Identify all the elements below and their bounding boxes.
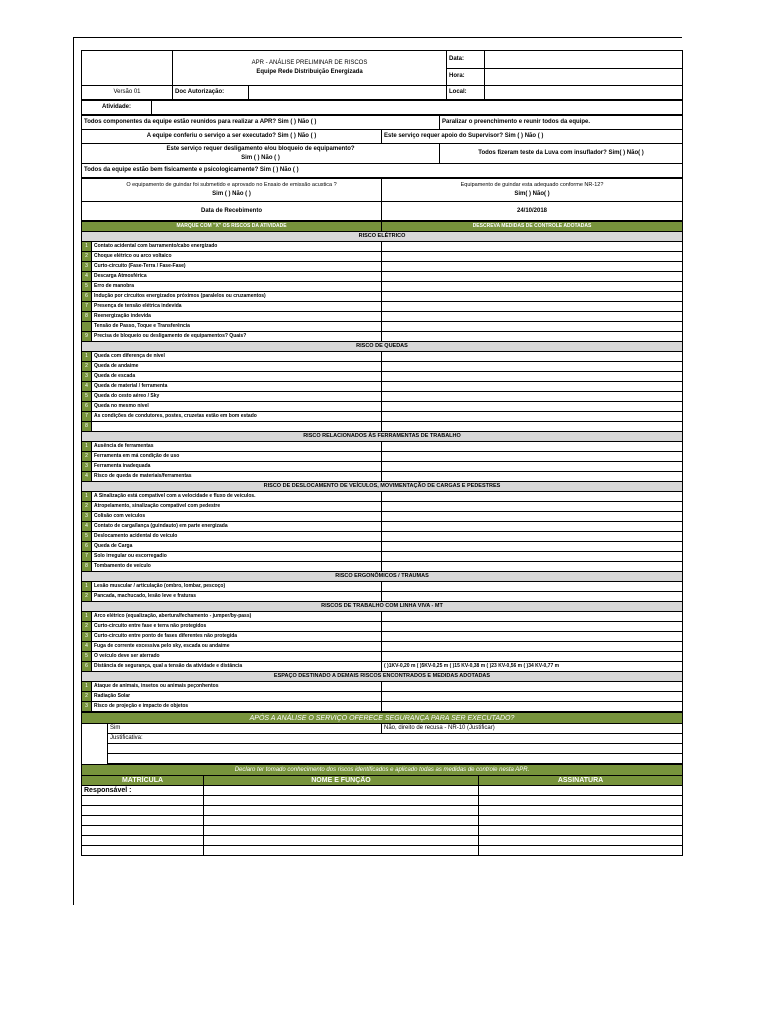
seguranca-spacer	[82, 724, 108, 764]
risk-row	[82, 292, 683, 302]
signature-cell[interactable]	[82, 836, 204, 846]
question-teste-luva[interactable]: Todos fizeram teste da Luva com insuflador? Sim( ) Não( )	[440, 144, 683, 164]
risk-number: 6	[82, 542, 92, 552]
doc-autorizacao-label: Doc Autorização:	[173, 86, 249, 100]
risk-item[interactable]: Queda de Carga	[92, 542, 382, 552]
risk-number	[82, 322, 92, 332]
column-header-riscos: MARQUE COM "X" OS RISCOS DA ATIVIDADE	[82, 222, 382, 232]
risk-row	[82, 462, 683, 472]
justificativa-line[interactable]	[108, 754, 683, 764]
hora-label: Hora:	[447, 68, 485, 86]
risk-row	[82, 642, 683, 652]
risk-item[interactable]: O veículo deve ser aterrado	[92, 652, 382, 662]
risk-item[interactable]: Deslocamento acidental do veículo	[92, 532, 382, 542]
risks-table	[81, 221, 683, 712]
risk-number: 1	[82, 582, 92, 592]
signature-cell[interactable]	[204, 836, 479, 846]
hora-field[interactable]	[485, 68, 683, 86]
risk-number: 2	[82, 502, 92, 512]
question-nr12-options[interactable]: Sim( ) Não( )	[514, 191, 550, 197]
risk-number: 1	[82, 682, 92, 692]
control-measure-field[interactable]	[382, 312, 683, 322]
risk-number: 6	[82, 662, 92, 672]
risk-number: 8	[82, 312, 92, 322]
risk-number: 2	[82, 592, 92, 602]
control-measure-field[interactable]	[382, 332, 683, 342]
apr-form	[81, 50, 682, 856]
signature-cell[interactable]	[204, 786, 479, 796]
risk-number: 5	[82, 282, 92, 292]
form-subtitle: Equipe Rede Distribuição Energizada	[256, 69, 363, 75]
risk-item[interactable]: Colisão com veículos	[92, 512, 382, 522]
risk-item[interactable]: Radiação Solar	[92, 692, 382, 702]
signature-cell[interactable]	[82, 806, 204, 816]
control-measure-field[interactable]	[382, 322, 683, 332]
risk-row	[82, 382, 683, 392]
header-table	[81, 50, 683, 100]
signature-cell[interactable]	[479, 786, 683, 796]
control-measure-field[interactable]	[382, 252, 683, 262]
risk-item[interactable]: Descarga Atmosférica	[92, 272, 382, 282]
control-measure-field[interactable]	[382, 362, 683, 372]
risk-row	[82, 332, 683, 342]
control-measure-field[interactable]	[382, 492, 683, 502]
risk-number: 7	[82, 302, 92, 312]
control-measure-field[interactable]	[382, 632, 683, 642]
control-measure-field[interactable]	[382, 272, 683, 282]
risk-item[interactable]: Atropelamento, sinalização compatível com pedestre	[92, 502, 382, 512]
control-measure-field[interactable]	[382, 512, 683, 522]
risk-item[interactable]: Ferramenta em má condição de uso	[92, 452, 382, 462]
data-recebimento-label: Data de Recebimento	[82, 202, 382, 221]
risk-item[interactable]: Risco de queda de materiais/ferramentas	[92, 472, 382, 482]
risk-number: 7	[82, 552, 92, 562]
risk-item[interactable]: Ausência de ferramentas	[92, 442, 382, 452]
control-measure-field[interactable]	[382, 282, 683, 292]
risk-number: 3	[82, 702, 92, 712]
risk-row	[82, 312, 683, 322]
risk-item[interactable]: Queda do cesto aéreo / Sky	[92, 392, 382, 402]
risk-number: 1	[82, 442, 92, 452]
risk-number: 5	[82, 392, 92, 402]
risk-item[interactable]: Distância de segurança, qual a tensão da atividade e distância	[92, 662, 382, 672]
questions-table	[81, 115, 683, 178]
control-measure-field[interactable]	[382, 682, 683, 692]
risk-number: 6	[82, 292, 92, 302]
col-nome-funcao: NOME E FUNÇÃO	[204, 776, 479, 786]
risk-item[interactable]: Tensão de Passo, Toque e Transferência	[92, 322, 382, 332]
control-measure-field[interactable]	[382, 382, 683, 392]
risk-item[interactable]: Queda de material / ferramenta	[92, 382, 382, 392]
risk-number: 4	[82, 382, 92, 392]
signature-cell[interactable]	[82, 816, 204, 826]
risk-row	[82, 652, 683, 662]
control-measure-field[interactable]	[382, 452, 683, 462]
col-assinatura: ASSINATURA	[479, 776, 683, 786]
atividade-field[interactable]	[152, 101, 683, 115]
responsavel-label[interactable]: Responsável :	[82, 786, 204, 796]
risk-row	[82, 532, 683, 542]
signature-cell[interactable]	[204, 796, 479, 806]
control-measure-field[interactable]	[382, 352, 683, 362]
risk-row	[82, 542, 683, 552]
question-ensaio-acustica[interactable]	[82, 179, 382, 202]
signature-cell[interactable]	[479, 806, 683, 816]
risk-row	[82, 262, 683, 272]
risk-number: 4	[82, 522, 92, 532]
risk-number: 5	[82, 652, 92, 662]
control-measure-field[interactable]	[382, 532, 683, 542]
column-header-medidas: DESCREVA MEDIDAS DE CONTROLE ADOTADAS	[382, 222, 683, 232]
signature-cell[interactable]	[204, 806, 479, 816]
risk-item[interactable]: Queda no mesmo nível	[92, 402, 382, 412]
control-measure-field[interactable]	[382, 472, 683, 482]
risk-number: 2	[82, 362, 92, 372]
control-measure-field[interactable]	[382, 462, 683, 472]
question-desligamento-options[interactable]: Sim ( ) Não ( )	[241, 154, 280, 161]
left-margin-line	[73, 37, 74, 905]
risk-item[interactable]: Erro de manobra	[92, 282, 382, 292]
question-servico-conferido[interactable]: A equipe conferiu o serviço a ser executado? Sim ( ) Não ( )	[82, 130, 382, 144]
seguranca-table	[81, 712, 683, 764]
signature-cell[interactable]	[479, 846, 683, 856]
logo-cell	[82, 51, 173, 86]
risk-number: 2	[82, 252, 92, 262]
risk-item[interactable]: Risco de projeção e impacto de objetos	[92, 702, 382, 712]
risk-item[interactable]: Precisa de bloqueio ou desligamento de equipamentos? Quais?	[92, 332, 382, 342]
risk-item[interactable]: Curto-circuito (Fase-Terra / Fase-Fase)	[92, 262, 382, 272]
risk-item[interactable]: Solo irregular ou escorregadio	[92, 552, 382, 562]
signature-cell[interactable]	[479, 816, 683, 826]
justificativa-label[interactable]: Justificativa:	[108, 734, 683, 744]
risk-row	[82, 702, 683, 712]
section-header: RISCO ERGONÔMICOS / TRAUMAS	[82, 572, 683, 582]
signature-cell[interactable]	[82, 796, 204, 806]
form-title-cell	[173, 51, 447, 86]
versao-label: Versão 01	[82, 86, 173, 100]
risk-item[interactable]: Curto-circuito entre ponto de fases diferentes não protegida	[92, 632, 382, 642]
control-measure-field[interactable]	[382, 402, 683, 412]
risk-row	[82, 472, 683, 482]
risk-number: 3	[82, 372, 92, 382]
risk-number: 8	[82, 422, 92, 432]
option-sim[interactable]: Sim	[108, 724, 382, 734]
question-apoio-supervisor[interactable]: Este serviço requer apoio do Supervisor? Sim ( ) Não ( )	[382, 130, 683, 144]
risk-number: 4	[82, 472, 92, 482]
risk-item[interactable]: Choque elétrico ou arco voltaico	[92, 252, 382, 262]
risk-item[interactable]: Presença de tensão elétrica indevida	[92, 302, 382, 312]
control-measure-field[interactable]	[382, 412, 683, 422]
signature-cell[interactable]	[204, 816, 479, 826]
risk-item[interactable]: Ferramenta inadequada	[92, 462, 382, 472]
risk-number: 4	[82, 272, 92, 282]
risk-number: 1	[82, 352, 92, 362]
risk-row	[82, 592, 683, 602]
question-desligamento-text: Este serviço requer desligamento e/ou bloqueio de equipamento?	[166, 145, 355, 152]
risk-number: 1	[82, 612, 92, 622]
data-recebimento-value[interactable]: 24/10/2018	[382, 202, 683, 221]
risk-row	[82, 632, 683, 642]
section-header: RISCO DE QUEDAS	[82, 342, 683, 352]
control-measure-field[interactable]	[382, 562, 683, 572]
control-measure-field[interactable]	[382, 422, 683, 432]
control-measure-field[interactable]	[382, 292, 683, 302]
question-nr12-text: Equipamento de guindar esta adequado conforme NR-12?	[460, 182, 604, 188]
risk-row	[82, 442, 683, 452]
section-header: RISCO DE DESLOCAMENTO DE VEÍCULOS, MOVIMENTAÇÃO DE CARGAS E PEDESTRES	[82, 482, 683, 492]
question-fisicamente[interactable]: Todos da equipe estão bem fisicamente e psicologicamente? Sim ( ) Não ( )	[82, 164, 683, 178]
risk-item[interactable]: Tombamento de veículo	[92, 562, 382, 572]
question-ensaio-options[interactable]: Sim ( ) Não ( )	[212, 191, 251, 197]
risk-item[interactable]: As condições de condutores, postes, cruzetas estão em bom estado	[92, 412, 382, 422]
control-measure-field[interactable]	[382, 642, 683, 652]
control-measure-field[interactable]	[382, 442, 683, 452]
signature-cell[interactable]	[479, 796, 683, 806]
risk-number: 3	[82, 632, 92, 642]
atividade-label: Atividade:	[82, 101, 152, 115]
data-field[interactable]	[485, 51, 683, 69]
risk-row	[82, 302, 683, 312]
signature-cell[interactable]	[82, 846, 204, 856]
data-label: Data:	[447, 51, 485, 69]
control-measure-field[interactable]	[382, 502, 683, 512]
signature-cell[interactable]	[204, 826, 479, 836]
risk-row	[82, 552, 683, 562]
form-title: APR - ANÁLISE PRELIMINAR DE RISCOS	[251, 60, 368, 66]
risk-row	[82, 582, 683, 592]
declaro-text: Declaro ter tomado conhecimento dos riscos identificados e aplicado todas as medidas de controle nesta APR.	[82, 765, 683, 776]
section-header: ESPAÇO DESTINADO A DEMAIS RISCOS ENCONTRADOS E MEDIDAS ADOTADAS	[82, 672, 683, 682]
risk-item[interactable]: Indução por circuitos energizados próximos (paralelos ou cruzamentos)	[92, 292, 382, 302]
control-measure-field[interactable]	[382, 552, 683, 562]
risk-row	[82, 242, 683, 252]
local-field[interactable]	[485, 86, 683, 100]
control-measure-field[interactable]	[382, 702, 683, 712]
control-measure-field[interactable]	[382, 582, 683, 592]
risk-item[interactable]: Ataque de animais, insetos ou animais peçonhentos	[92, 682, 382, 692]
risk-row	[82, 452, 683, 462]
risk-number: 3	[82, 512, 92, 522]
risk-row	[82, 662, 683, 672]
question-nr12[interactable]	[382, 179, 683, 202]
signature-cell[interactable]	[479, 826, 683, 836]
doc-autorizacao-field[interactable]	[249, 86, 447, 100]
assinaturas-table	[81, 764, 683, 856]
risk-item[interactable]: Queda com diferença de nível	[92, 352, 382, 362]
control-measure-field[interactable]	[382, 522, 683, 532]
control-measure-field[interactable]	[382, 542, 683, 552]
risk-number: 6	[82, 402, 92, 412]
risk-item[interactable]: Curto-circuito entre fase e terra não protegidos	[92, 622, 382, 632]
risk-row	[82, 622, 683, 632]
risk-number: 3	[82, 462, 92, 472]
option-nao-recusa[interactable]: Não, direito de recusa - NR-10 (Justificar)	[382, 724, 683, 734]
risk-number: 5	[82, 532, 92, 542]
risk-item[interactable]	[92, 422, 382, 432]
control-measure-field[interactable]	[382, 592, 683, 602]
top-margin-line	[73, 37, 682, 38]
risk-item[interactable]: Reenergização indevida	[92, 312, 382, 322]
risk-item[interactable]: Pancada, machucado, lesão leve e fraturas	[92, 592, 382, 602]
risk-row	[82, 612, 683, 622]
risk-item[interactable]: Contato acidental com barramento/cabo energizado	[92, 242, 382, 252]
risk-row	[82, 422, 683, 432]
control-measure-field[interactable]	[382, 692, 683, 702]
risk-number: 1	[82, 242, 92, 252]
risk-item[interactable]: Queda de escada	[92, 372, 382, 382]
risk-number: 9	[82, 332, 92, 342]
risk-row	[82, 372, 683, 382]
signature-cell[interactable]	[204, 846, 479, 856]
seguranca-question: APÓS A ANÁLISE O SERVIÇO OFERECE SEGURANÇA PARA SER EXECUTADO?	[82, 713, 683, 724]
signature-cell[interactable]	[479, 836, 683, 846]
control-measure-field[interactable]	[382, 612, 683, 622]
risk-row	[82, 362, 683, 372]
risk-number: 7	[82, 412, 92, 422]
risk-row	[82, 392, 683, 402]
atividade-table	[81, 100, 683, 115]
risk-item[interactable]: Fuga de corrente excessiva pelo sky, escada ou andaime	[92, 642, 382, 652]
control-measure-field[interactable]	[382, 302, 683, 312]
risk-number: 1	[82, 492, 92, 502]
risk-number: 2	[82, 452, 92, 462]
control-measure-field[interactable]: ( )1KV-0,20 m ( )5KV-0,25 m ( )15 KV-0,38 m ( )23 KV-0,56 m ( )34 KV-0,77 m	[382, 662, 683, 672]
risk-item[interactable]: Arco elétrico (equalização, abertura/fechamento - jumper/by-pass)	[92, 612, 382, 622]
risk-row	[82, 522, 683, 532]
risk-row	[82, 412, 683, 422]
risk-row	[82, 252, 683, 262]
risk-row	[82, 272, 683, 282]
risk-row	[82, 322, 683, 332]
risk-row	[82, 502, 683, 512]
risk-number: 2	[82, 622, 92, 632]
risk-number: 2	[82, 692, 92, 702]
question-paralizar: Paralizar o preenchimento e reunir todos da equipe.	[440, 116, 683, 130]
col-matricula: MATRÍCULA	[82, 776, 204, 786]
risk-number: 4	[82, 642, 92, 652]
guindar-table	[81, 178, 683, 221]
risk-item[interactable]: Contato de carga/lança (guindauto) em parte energizada	[92, 522, 382, 532]
control-measure-field[interactable]	[382, 622, 683, 632]
control-measure-field[interactable]	[382, 262, 683, 272]
section-header: RISCO RELACIONADOS ÀS FERRAMENTAS DE TRABALHO	[82, 432, 683, 442]
control-measure-field[interactable]	[382, 242, 683, 252]
section-header: RISCO ELÉTRICO	[82, 232, 683, 242]
risk-row	[82, 512, 683, 522]
risk-row	[82, 282, 683, 292]
risk-number: 8	[82, 562, 92, 572]
risk-item[interactable]: Lesão muscular / articulação (ombro, lombar, pescoço)	[92, 582, 382, 592]
risk-row	[82, 352, 683, 362]
risk-row	[82, 562, 683, 572]
risk-row	[82, 492, 683, 502]
risk-row	[82, 692, 683, 702]
control-measure-field[interactable]	[382, 372, 683, 382]
local-label: Local:	[447, 86, 485, 100]
risk-row	[82, 402, 683, 412]
risk-item[interactable]: A Sinalização está compatível com a velocidade e fluxo de veículos.	[92, 492, 382, 502]
risk-item[interactable]: Queda de andaime	[92, 362, 382, 372]
control-measure-field[interactable]	[382, 392, 683, 402]
risk-number: 3	[82, 262, 92, 272]
question-equipe-reunida[interactable]: Todos componentes da equipe estão reunidos para realizar a APR? Sim ( ) Não ( )	[82, 116, 440, 130]
question-ensaio-text: O equipamento de guindar foi submetido e aprovado no Ensaio de emissão acustica ?	[126, 182, 337, 188]
signature-cell[interactable]	[82, 826, 204, 836]
justificativa-line[interactable]	[108, 744, 683, 754]
risk-row	[82, 682, 683, 692]
section-header: RISCOS DE TRABALHO COM LINHA VIVA - MT	[82, 602, 683, 612]
control-measure-field[interactable]	[382, 652, 683, 662]
question-desligamento[interactable]	[82, 144, 440, 164]
